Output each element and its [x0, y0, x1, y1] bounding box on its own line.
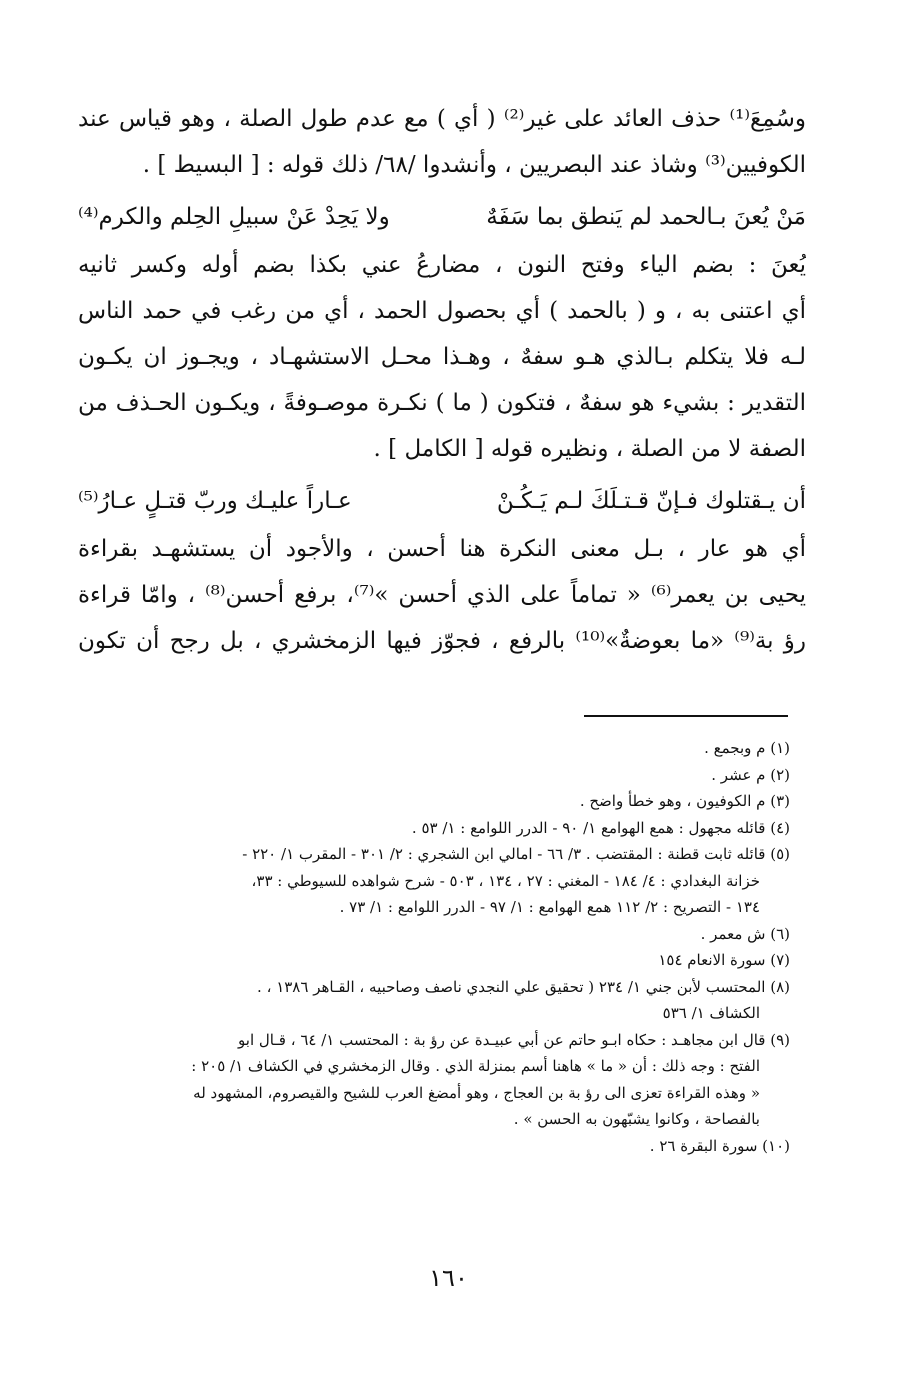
footnote-line: (٧) سورة الانعام ١٥٤ [658, 951, 790, 969]
poetry-verse [78, 478, 806, 524]
text-line: أي اعتنى به ، و ( بالحمد ) أي بحصول الحمد ، أي من رغب في حمد الناس [78, 298, 806, 324]
footnote-line: (١٠) سورة البقرة ٢٦ . [649, 1136, 790, 1155]
verse-second-hemistich: ولا يَحِدْ عَنْ سبيلِ الحِلم والكرم⁽⁴⁾ [78, 204, 390, 230]
text-line: الكوفيين⁽³⁾ وشاذ عند البصريين ، وأنشدوا /٦٨/ ذلك قوله : [ البسيط ] . [142, 152, 806, 178]
text-line: أي هو عار ، بـل معنى النكرة هنا أحسن ، والأجود أن يستشهـد بقراءة [78, 536, 806, 562]
footnote-line: خزانة البغدادي : ٤/ ١٨٤ - المغني : ٢٧ ، ١٣٤ ، ٥٠٣ - شرح شواهده للسيوطي : ٣٣، [251, 871, 760, 890]
footnote-line: « وهذه القراءة تعزى الى رؤ بة بن العجاج ، وهو أمضغ العرب للشيح والقيصروم، المشهود له [193, 1083, 760, 1102]
text-line: يُعنَ : بضم الياء وفتح النون ، مضارعُ عني بكذا بضم أوله وكسر ثانيه [78, 252, 806, 278]
poetry-verse [78, 194, 806, 240]
footnote-line: (٤) قائله مجهول : همع الهوامع ١/ ٩٠ - الدرر اللوامع : ١/ ٥٣ . [411, 818, 790, 837]
verse-first-hemistich: أن يـقتلوك فـإنّ قـتـلَكَ لـم يَـكُـنْ [496, 488, 806, 514]
footnote-line: (٨) المحتسب لأبن جني ١/ ٢٣٤ ( تحقيق علي النجدي ناصف وصاحبيه ، القـاهر ١٣٨٦ ، . [257, 977, 790, 996]
footnote-line: (٦) ش معمر . [700, 924, 790, 943]
text-line: رؤ بة⁽⁹⁾ «ما بعوضةٌ»⁽¹⁰⁾ بالرفع ، فجوّز فيها الزمخشري ، بل رجح أن تكون [78, 628, 806, 654]
verse-second-hemistich: عـاراً عليـك وربّ قتـلٍ عـارُ⁽⁵⁾ [78, 488, 352, 514]
footnotes [84, 735, 790, 1159]
text-line: التقدير : بشيء هو سفهٌ ، فتكون ( ما ) نكـرة موصـوفةً ، ويكـون الحـذف من [78, 390, 806, 416]
text-line: وسُمِعَ⁽¹⁾ حذف العائد على غير⁽²⁾ ( أي ) مع عدم طول الصلة ، وهو قياس عند [78, 106, 806, 132]
footnote-line: (٥) قائله ثابت قطنة : المقتضب . ٣/ ٦٦ - امالي ابن الشجري : ٢/ ٣٠١ - المقرب ١/ ٢٢٠ - [242, 845, 790, 863]
page-number: ١٦٠ [429, 1264, 468, 1292]
footnote-line: (١) م وبجمع . [704, 739, 790, 757]
footnote-line: ١٣٤ - التصريح : ٢/ ١١٢ همع الهوامع : ١/ ٩٧ - الدرر اللوامع : ١/ ٧٣ . [339, 898, 760, 916]
footnote-line: (٩) قال ابن مجاهـد : حكاه ابـو حاتم عن أبي عبيـدة عن رؤ بة : المحتسب ١/ ٦٤ ، قـال ابو [238, 1030, 790, 1049]
main-text [78, 96, 806, 664]
text-line: الصفة لا من الصلة ، ونظيره قوله [ الكامل ] . [373, 436, 806, 462]
footnote-line: (٢) م عشر . [711, 765, 790, 784]
footnote-line: الفتح : وجه ذلك : أن « ما » هاهنا أسم بمنزلة الذي . وقال الزمخشري في الكشاف ١/ ٢٠٥ : [191, 1057, 760, 1075]
footnote-line: بالفصاحة ، وكانوا يشبّهون به الحسن » . [513, 1110, 760, 1128]
text-line: لـه فلا يتكلم بـالذي هـو سفهٌ ، وهـذا محـل الاستشهـاد ، ويجـوز ان يكـون [78, 344, 806, 370]
footnote-separator [584, 715, 788, 717]
verse-first-hemistich: مَنْ يُعنَ بـالحمد لم يَنطق بما سَفَهٌ [486, 204, 806, 230]
text-line: يحيى بن يعمر⁽⁶⁾ « تماماً على الذي أحسن »⁽⁷⁾، برفع أحسن⁽⁸⁾ ، وامّا قراءة [78, 582, 806, 608]
footnote-line: الكشاف ١/ ٥٣٦ [662, 1004, 760, 1022]
footnote-line: (٣) م الكوفيون ، وهو خطأ واضح . [579, 792, 790, 810]
